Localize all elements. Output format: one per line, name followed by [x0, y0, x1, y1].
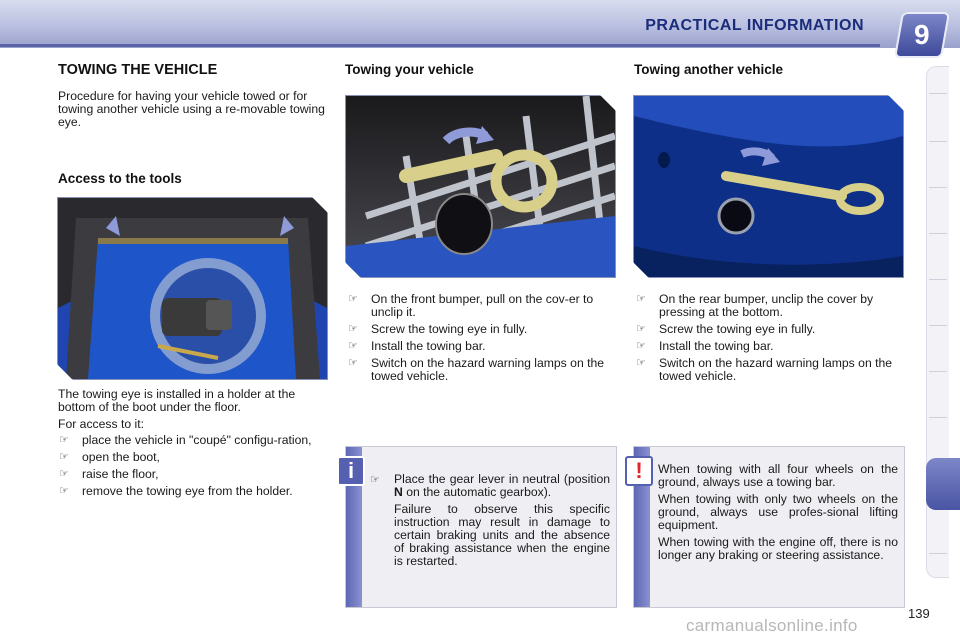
chapter-tab-active[interactable]	[926, 458, 960, 510]
list-item: ☞ Install the towing bar.	[636, 339, 774, 353]
pointing-hand-icon: ☞	[59, 434, 69, 446]
list-item: ☞ Screw the towing eye in fully.	[636, 322, 816, 336]
towing-your-vehicle-heading: Towing your vehicle	[345, 62, 474, 77]
warning-paragraph: When towing with only two wheels on the ground, always use profes-sional lifting equipment.	[658, 492, 898, 532]
list-item: ☞ On the rear bumper, unclip the cover by pressing at the bottom.	[636, 292, 874, 319]
gear-position: N	[394, 485, 403, 499]
pointing-hand-icon: ☞	[348, 293, 358, 305]
pointing-hand-icon: ☞	[59, 468, 69, 480]
header-rule	[0, 44, 880, 47]
tab-divider	[929, 325, 947, 326]
pointing-hand-icon: ☞	[59, 451, 69, 463]
tab-divider	[929, 279, 947, 280]
towing-another-vehicle-heading: Towing another vehicle	[634, 62, 784, 77]
access-heading: Access to the tools	[58, 171, 182, 186]
pointing-hand-icon: ☞	[348, 340, 358, 352]
list-item: ☞ raise the floor,	[59, 467, 159, 481]
tab-divider	[929, 93, 947, 94]
pointing-hand-icon: ☞	[636, 323, 646, 335]
intro-text: Procedure for having your vehicle towed or for towing another vehicle using a re-movable towing eye.	[58, 89, 325, 129]
pointing-hand-icon: ☞	[636, 357, 646, 369]
info-icon: i	[337, 456, 365, 486]
tab-divider	[929, 187, 947, 188]
access-lead: For access to it:	[58, 417, 145, 431]
rear-bumper-photo	[633, 95, 904, 278]
pointing-hand-icon: ☞	[348, 357, 358, 369]
list-item: ☞ Switch on the hazard warning lamps on the towed vehicle.	[636, 356, 893, 383]
front-bumper-illustration	[346, 96, 615, 277]
pointing-hand-icon: ☞	[636, 340, 646, 352]
front-towing-steps	[347, 293, 617, 387]
list-item: ☞ On the front bumper, pull on the cov-er to unclip it.	[348, 292, 594, 319]
tab-divider	[929, 417, 947, 418]
list-item: ☞ remove the towing eye from the holder.	[59, 484, 293, 498]
warning-note	[633, 446, 905, 608]
list-item: ☞ Install the towing bar.	[348, 339, 486, 353]
list-item: ☞ place the vehicle in "coupé" configu-ration,	[59, 433, 312, 447]
pointing-hand-icon: ☞	[370, 474, 380, 486]
boot-photo	[57, 197, 328, 380]
tab-divider	[929, 233, 947, 234]
access-steps	[58, 434, 328, 502]
boot-illustration	[58, 198, 327, 379]
section-title: PRACTICAL INFORMATION	[645, 17, 864, 34]
front-bumper-photo	[345, 95, 616, 278]
warning-text-block	[658, 463, 898, 562]
pointing-hand-icon: ☞	[636, 293, 646, 305]
chapter-badge	[894, 12, 950, 58]
location-text: The towing eye is installed in a holder at the bottom of the boot under the floor.	[58, 387, 296, 414]
page-heading: TOWING THE VEHICLE	[58, 62, 218, 78]
chapter-number: 9	[914, 19, 930, 50]
rear-towing-steps	[635, 293, 905, 387]
warning-paragraph: When towing with the engine off, there is no longer any braking or steering assistance.	[658, 535, 898, 562]
tab-divider	[929, 141, 947, 142]
tab-divider	[929, 371, 947, 372]
list-item: ☞ Screw the towing eye in fully.	[348, 322, 528, 336]
list-item: ☞ Switch on the hazard warning lamps on the towed vehicle.	[348, 356, 605, 383]
info-note	[345, 446, 617, 608]
list-item: ☞ open the boot,	[59, 450, 160, 464]
note-warning-text: Failure to observe this specific instruction may result in damage to certain braking units and the absence of braking assistance when the engine is restarted.	[394, 502, 610, 568]
page-number: 139	[908, 606, 930, 621]
warning-paragraph: When towing with all four wheels on the ground, always use a towing bar.	[658, 462, 898, 489]
rear-bumper-illustration	[634, 96, 903, 277]
pointing-hand-icon: ☞	[348, 323, 358, 335]
warning-icon: !	[625, 456, 653, 486]
site-watermark: carmanualsonline.info	[686, 616, 858, 635]
tab-divider	[929, 553, 947, 554]
note-step: ☞ Place the gear lever in neutral (position N on the automatic gearbox). Failure to observe this specific instruction may result in damage to certain braking units and the absence of braking assistance when the engine is restarted.	[370, 472, 610, 568]
pointing-hand-icon: ☞	[59, 485, 69, 497]
